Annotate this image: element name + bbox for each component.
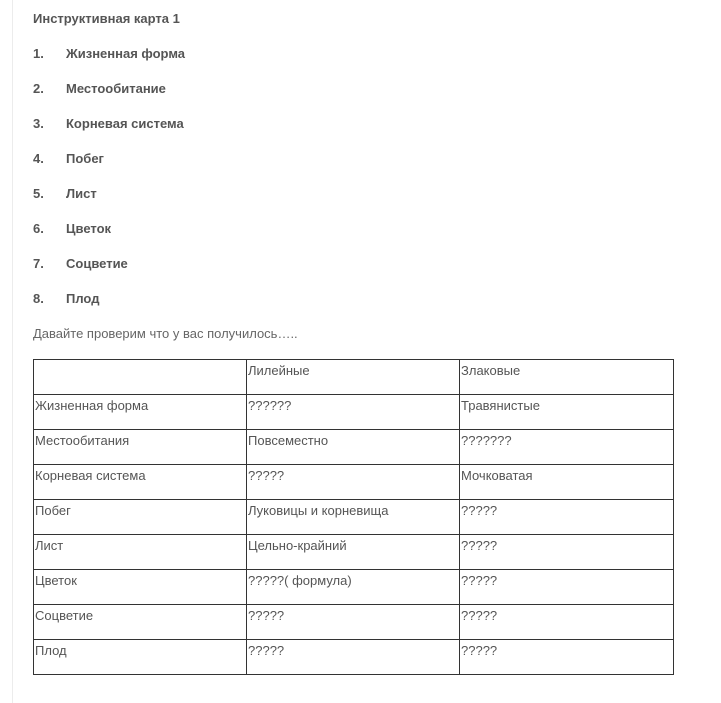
table-cell: Жизненная форма [34, 395, 247, 430]
table-cell: Местообитания [34, 430, 247, 465]
table-cell: ??????? [460, 430, 674, 465]
list-item-label: Жизненная форма [66, 46, 186, 61]
list-item-label: Лист [66, 186, 97, 201]
list-item-label: Соцветие [66, 256, 128, 271]
table-cell: ????? [460, 500, 674, 535]
table-cell: Травянистые [460, 395, 674, 430]
table-cell: Лист [34, 535, 247, 570]
list-item-number: 1. [33, 46, 44, 61]
table-cell: Мочковатая [460, 465, 674, 500]
table-cell: Повсеместно [247, 430, 460, 465]
table-cell: ????? [247, 465, 460, 500]
table-cell: Соцветие [34, 605, 247, 640]
list-item-label: Побег [66, 151, 104, 166]
table-cell: Луковицы и корневища [247, 500, 460, 535]
table-row [34, 640, 674, 675]
list-item-label: Плод [66, 291, 100, 306]
table-cell: ?????? [247, 395, 460, 430]
list-item-label: Цветок [66, 221, 112, 236]
table-row [34, 500, 674, 535]
table-cell: ????? [460, 535, 674, 570]
comparison-table [33, 359, 674, 675]
table-cell: Побег [34, 500, 247, 535]
table-cell: Корневая система [34, 465, 247, 500]
list-item-label: Местообитание [66, 81, 166, 96]
document-title: Инструктивная карта 1 [33, 11, 180, 26]
table-row [34, 535, 674, 570]
list-item-number: 6. [33, 221, 44, 236]
intro-text: Давайте проверим что у вас получилось….. [33, 326, 298, 341]
table-cell: ????? [460, 570, 674, 605]
table-cell: ????? [460, 640, 674, 675]
list-item-number: 8. [33, 291, 44, 306]
table-header-cell: Злаковые [460, 360, 674, 395]
table-cell: Цельно-крайний [247, 535, 460, 570]
list-item-number: 2. [33, 81, 44, 96]
list-item-number: 7. [33, 256, 44, 271]
table-cell: ????? [247, 605, 460, 640]
table-cell: ?????( формула) [247, 570, 460, 605]
table-cell: ????? [460, 605, 674, 640]
table-cell: ????? [247, 640, 460, 675]
table-row [34, 465, 674, 500]
table-row [34, 605, 674, 640]
table-header-cell [34, 360, 247, 395]
list-item-number: 3. [33, 116, 44, 131]
table-row [34, 430, 674, 465]
list-item-number: 4. [33, 151, 44, 166]
table-row [34, 395, 674, 430]
list-item-label: Корневая система [66, 116, 184, 131]
list-item-number: 5. [33, 186, 44, 201]
table-cell: Цветок [34, 570, 247, 605]
table-cell: Плод [34, 640, 247, 675]
table-row [34, 570, 674, 605]
table-header-row [34, 360, 674, 395]
table-header-cell: Лилейные [247, 360, 460, 395]
